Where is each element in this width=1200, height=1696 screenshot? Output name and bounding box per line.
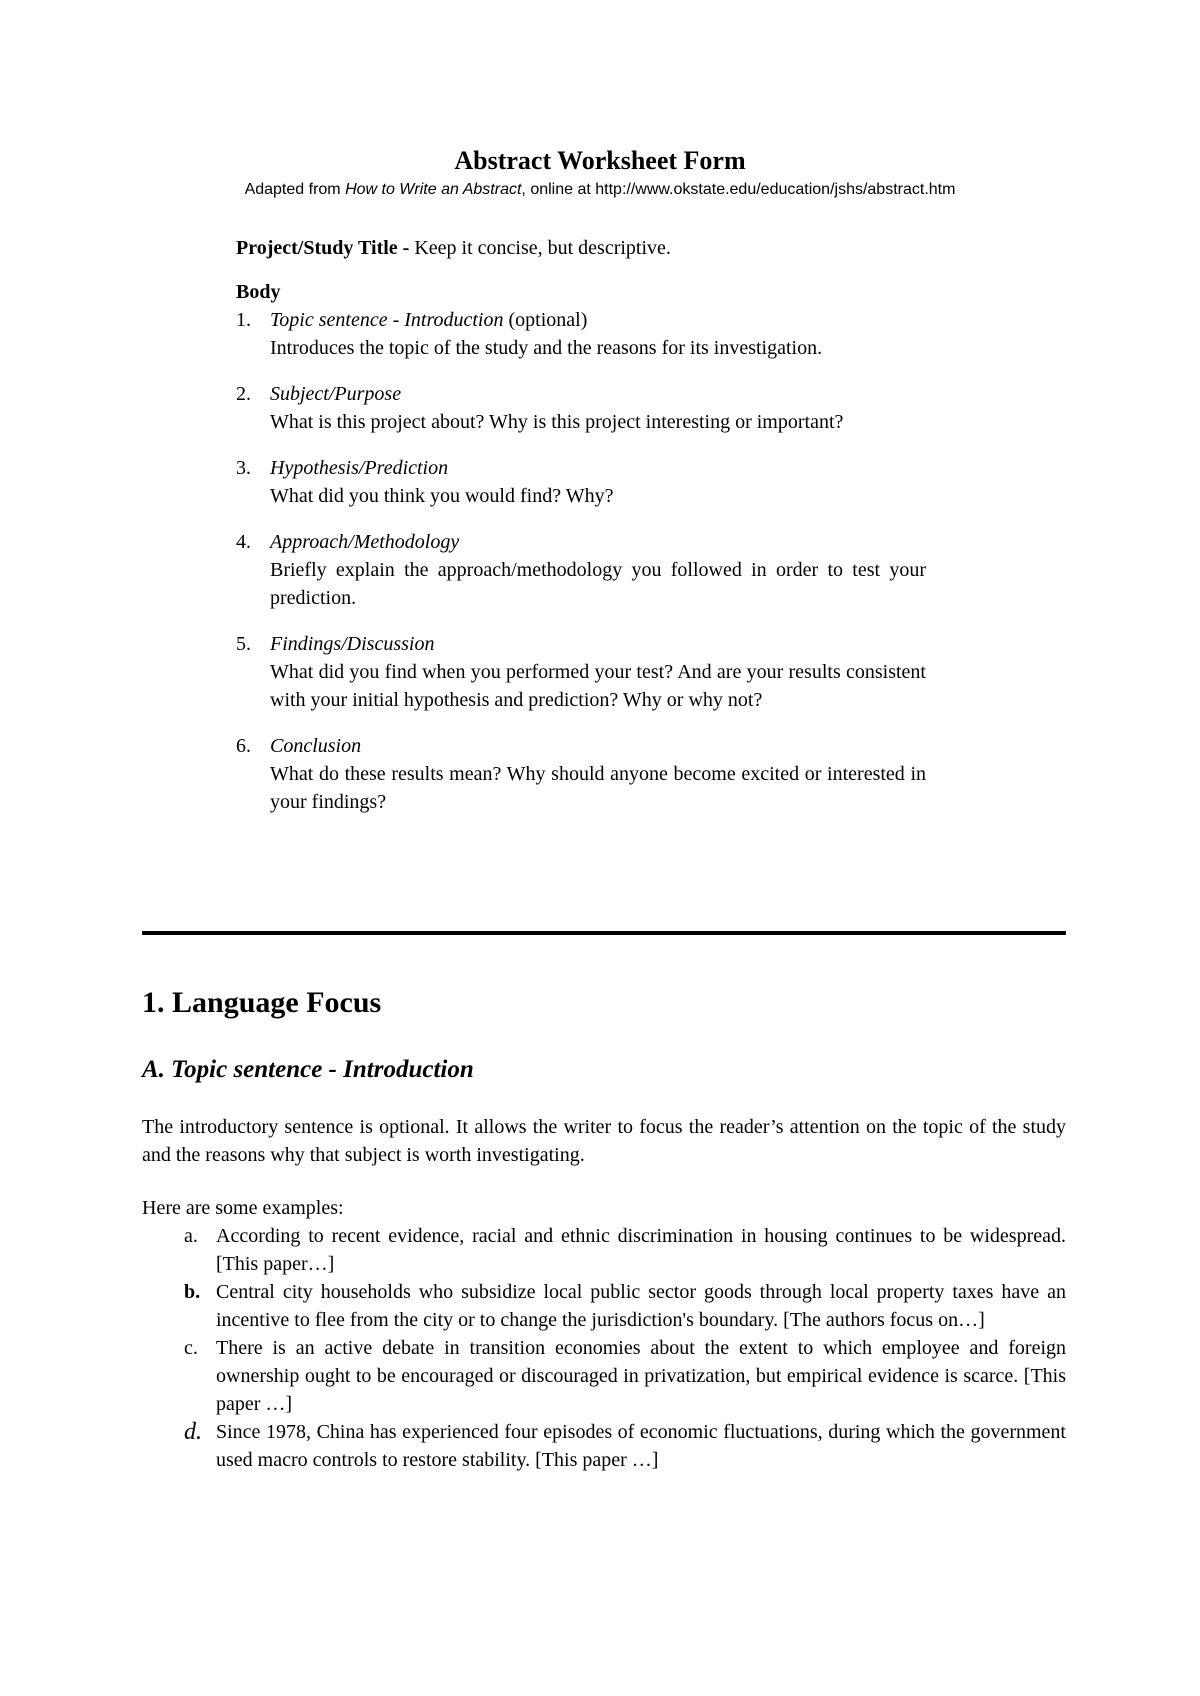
item-description: Introduces the topic of the study and the reasons for its investigation. bbox=[270, 337, 823, 359]
body-items-list bbox=[236, 306, 926, 816]
project-title-label: Project/Study Title - bbox=[236, 237, 410, 259]
body-item bbox=[236, 732, 926, 816]
item-description: What do these results mean? Why should anyone become excited or interested in your findings? bbox=[270, 763, 926, 813]
item-number: 4. bbox=[236, 531, 251, 553]
body-item bbox=[236, 528, 926, 612]
item-title-note: (optional) bbox=[503, 309, 588, 331]
item-title: Subject/Purpose bbox=[270, 383, 402, 405]
body-item bbox=[236, 306, 926, 362]
citation-prefix: Adapted from bbox=[244, 181, 346, 198]
examples-list bbox=[142, 1222, 1066, 1474]
item-number: 1. bbox=[236, 309, 251, 331]
example-text: There is an active debate in transition economies about the extent to which employee and foreign ownership ought to be encouraged or discouraged in privatization, but empirical evidence is scarce. [This paper …] bbox=[216, 1337, 1066, 1415]
body-item bbox=[236, 630, 926, 714]
source-citation bbox=[0, 180, 1200, 200]
item-description: What did you find when you performed your test? And are your results consistent with your initial hypothesis and prediction? Why or why not? bbox=[270, 661, 926, 711]
worksheet-guide bbox=[236, 234, 926, 834]
example-item bbox=[142, 1418, 1066, 1474]
example-text: According to recent evidence, racial and ethnic discrimination in housing continues to be widespread. [This paper…] bbox=[216, 1225, 1066, 1275]
item-description: Briefly explain the approach/methodology you followed in order to test your prediction. bbox=[270, 559, 926, 609]
item-description: What is this project about? Why is this project interesting or important? bbox=[270, 411, 844, 433]
page-title: Abstract Worksheet Form bbox=[454, 146, 746, 175]
example-item bbox=[142, 1334, 1066, 1418]
item-title: Conclusion bbox=[270, 735, 362, 757]
citation-suffix: , online at http://www.okstate.edu/education/jshs/abstract.htm bbox=[521, 181, 956, 198]
example-letter: c. bbox=[184, 1337, 198, 1359]
example-letter: d. bbox=[184, 1419, 202, 1445]
item-description: What did you think you would find? Why? bbox=[270, 485, 614, 507]
section-divider bbox=[142, 931, 1066, 935]
example-text: Since 1978, China has experienced four episodes of economic fluctuations, during which the government used macro controls to restore stability. [This paper …] bbox=[216, 1421, 1066, 1471]
item-number: 2. bbox=[236, 383, 251, 405]
example-text: Central city households who subsidize local public sector goods through local property taxes have an incentive to flee from the city or to change the jurisdiction's boundary. [The authors focus on…] bbox=[216, 1281, 1066, 1331]
project-title-desc: Keep it concise, but descriptive. bbox=[409, 237, 671, 259]
intro-paragraph: The introductory sentence is optional. It allows the writer to focus the reader’s attention on the topic of the study and the reasons why that subject is worth investigating. bbox=[142, 1116, 1066, 1166]
body-item bbox=[236, 454, 926, 510]
item-number: 6. bbox=[236, 735, 251, 757]
example-item bbox=[142, 1278, 1066, 1334]
citation-source-title: How to Write an Abstract bbox=[345, 181, 522, 198]
item-title: Findings/Discussion bbox=[270, 633, 435, 655]
example-letter: a. bbox=[184, 1225, 198, 1247]
examples-heading: Here are some examples: bbox=[142, 1197, 344, 1219]
item-number: 5. bbox=[236, 633, 251, 655]
example-letter: b. bbox=[184, 1281, 201, 1303]
item-title: Hypothesis/Prediction bbox=[270, 457, 449, 479]
example-item bbox=[142, 1222, 1066, 1278]
item-title: Approach/Methodology bbox=[270, 531, 460, 553]
body-item bbox=[236, 380, 926, 436]
project-title-instruction bbox=[236, 234, 926, 262]
item-title: Topic sentence - Introduction bbox=[270, 309, 504, 331]
body-heading: Body bbox=[236, 281, 281, 303]
item-number: 3. bbox=[236, 457, 251, 479]
subsection-heading: A. Topic sentence - Introduction bbox=[142, 1056, 474, 1083]
section-heading: 1. Language Focus bbox=[142, 986, 382, 1019]
